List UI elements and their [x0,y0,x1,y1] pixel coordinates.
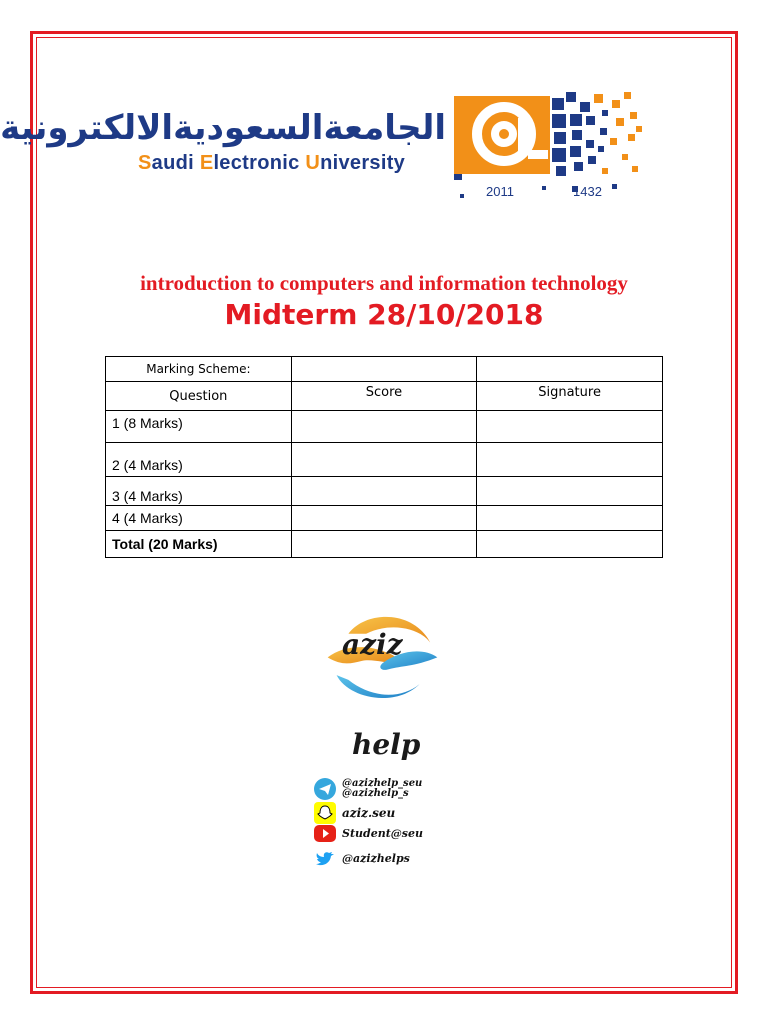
score-cell[interactable] [291,443,476,477]
english-name-part: U [305,152,321,174]
signature-cell[interactable] [477,411,663,443]
help-word: help [352,728,421,761]
snapchat-icon [314,802,336,824]
table-cell[interactable] [291,531,476,558]
snapchat-handle: aziz.seu [342,806,396,820]
telegram-handle: @azizhelp_seu [342,778,423,789]
english-name-part: E [199,152,214,174]
marking-scheme-table [105,356,663,558]
english-name-part: niversity [320,152,406,174]
table-row [106,477,663,506]
telegram-icon [314,778,336,800]
table-header-row [106,382,663,411]
table-row [106,531,663,558]
score-header: Score [291,382,476,411]
english-name-part: lectronic [213,152,306,174]
university-logo-text [0,108,446,178]
question-cell: 2 (4 Marks) [106,443,292,477]
marking-scheme-label: Marking Scheme: [106,357,292,382]
table-row [106,506,663,531]
university-year-gregorian: 2011 [486,184,514,199]
university-year-hijri: 1432 [573,184,602,199]
question-cell: 4 (4 Marks) [106,506,292,531]
social-snapchat [314,802,395,824]
table-row [106,443,663,477]
university-at-logo-icon [452,88,647,206]
signature-cell[interactable] [477,506,663,531]
table-cell [477,357,663,382]
social-telegram [314,778,422,800]
social-twitter [314,848,410,870]
signature-cell[interactable] [477,443,663,477]
score-cell[interactable] [291,477,476,506]
score-cell[interactable] [291,506,476,531]
telegram-handles [342,779,422,799]
total-marks-cell: Total (20 Marks) [106,531,292,558]
question-cell: 1 (8 Marks) [106,411,292,443]
twitter-icon [314,848,336,870]
score-cell[interactable] [291,411,476,443]
youtube-handle: Student@seu [342,826,423,840]
university-english-name [138,152,405,175]
english-name-part: audi [151,152,200,174]
table-cell[interactable] [477,531,663,558]
table-cell [291,357,476,382]
signature-header: Signature [477,382,663,411]
twitter-handle: @azizhelps [342,852,410,865]
table-row [106,411,663,443]
table-row [106,357,663,382]
aziz-word: aziz [342,628,403,661]
exam-title: Midterm 28/10/2018 [224,298,544,331]
youtube-icon [314,825,336,842]
social-youtube [314,825,423,842]
question-cell: 3 (4 Marks) [106,477,292,506]
telegram-handle: @azizhelp_s [342,788,409,799]
english-name-part: S [138,152,152,174]
signature-cell[interactable] [477,477,663,506]
course-title: introduction to computers and information technology [140,271,628,295]
university-arabic-name: الجامعةالسعوديةالالكترونية [0,108,446,148]
question-header: Question [106,382,292,411]
